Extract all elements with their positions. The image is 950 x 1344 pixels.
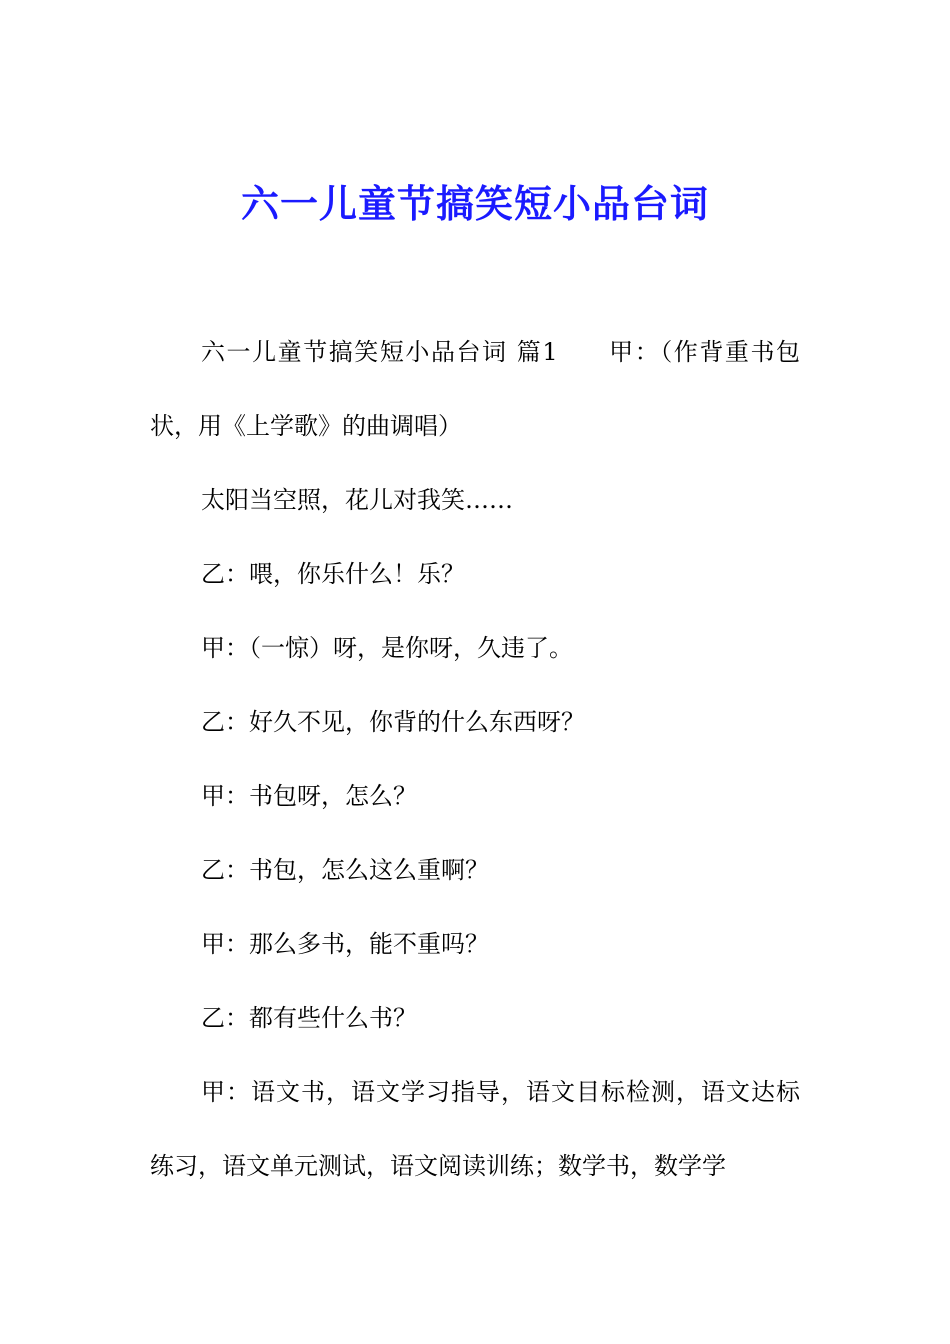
dialogue-line: 甲：（一惊）呀，是你呀，久违了。: [201, 634, 573, 662]
stage-direction: 甲：（作背重书包状，用《上学歌》的曲调唱）: [150, 338, 800, 440]
dialogue-line: 太阳当空照，花儿对我笑……: [201, 486, 513, 514]
intro-paragraph: [150, 315, 800, 463]
dialogue-line: 乙：都有些什么书？: [201, 1004, 417, 1032]
document-title: 六一儿童节搞笑短小品台词: [240, 181, 709, 226]
dialogue-line: 甲：语文书，语文学习指导，语文目标检测，语文达标练习，语文单元测试，语文阅读训练；数学书，数学学: [150, 1078, 800, 1180]
dialogue-line: 甲：那么多书，能不重吗？: [201, 930, 489, 958]
dialogue-line: 乙：喂，你乐什么！乐？: [201, 560, 465, 588]
dialogue-line: 乙：书包，怎么这么重啊？: [201, 856, 489, 884]
dialogue-line: 甲：书包呀，怎么？: [201, 782, 417, 810]
section-heading: 六一儿童节搞笑短小品台词 篇1: [201, 338, 558, 366]
document-body: [150, 315, 800, 1203]
dialogue-line: 乙：好久不见，你背的什么东西呀？: [201, 708, 585, 736]
